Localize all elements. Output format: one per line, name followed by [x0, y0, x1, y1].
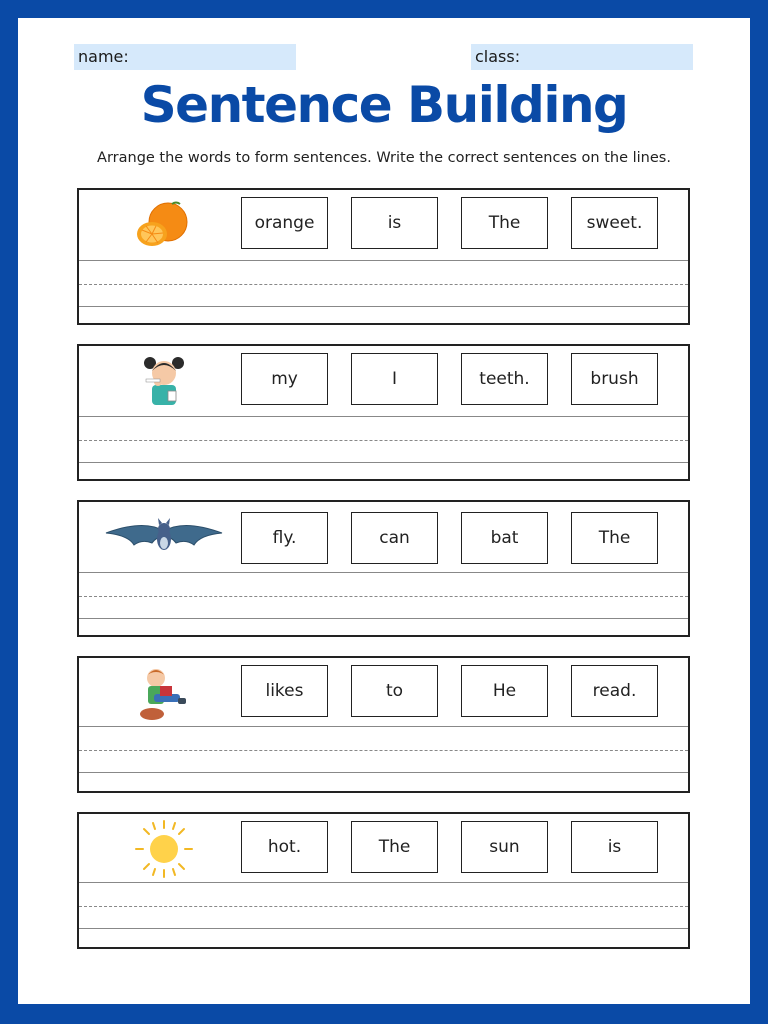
word-card[interactable]: read. [571, 665, 658, 717]
name-label: name: [78, 47, 129, 66]
writing-line-top [79, 726, 688, 727]
word-card[interactable]: He [461, 665, 548, 717]
exercise-card-5 [77, 812, 690, 949]
word-card[interactable]: hot. [241, 821, 328, 873]
word-card[interactable]: The [571, 512, 658, 564]
writing-line-base [79, 306, 688, 307]
sun-icon [99, 820, 229, 878]
boy-reading-icon [99, 664, 229, 722]
writing-line-mid [79, 440, 688, 441]
writing-line-mid [79, 284, 688, 285]
girl-brushing-teeth-icon [99, 352, 229, 410]
word-card[interactable]: is [571, 821, 658, 873]
bat-icon [89, 508, 239, 566]
writing-line-mid [79, 750, 688, 751]
word-card[interactable]: teeth. [461, 353, 548, 405]
word-card[interactable]: can [351, 512, 438, 564]
word-card[interactable]: my [241, 353, 328, 405]
word-card[interactable]: is [351, 197, 438, 249]
word-card[interactable]: bat [461, 512, 548, 564]
word-card[interactable]: likes [241, 665, 328, 717]
writing-line-base [79, 772, 688, 773]
class-field[interactable] [471, 44, 693, 70]
writing-line-mid [79, 906, 688, 907]
exercise-card-1 [77, 188, 690, 325]
word-card[interactable]: brush [571, 353, 658, 405]
writing-line-base [79, 462, 688, 463]
writing-line-top [79, 882, 688, 883]
exercise-card-3 [77, 500, 690, 637]
writing-line-top [79, 416, 688, 417]
writing-line-base [79, 618, 688, 619]
page-title: Sentence Building [140, 76, 628, 134]
word-card[interactable]: orange [241, 197, 328, 249]
word-card[interactable]: fly. [241, 512, 328, 564]
word-card[interactable]: sun [461, 821, 548, 873]
writing-line-base [79, 928, 688, 929]
word-card[interactable]: I [351, 353, 438, 405]
writing-line-top [79, 260, 688, 261]
writing-line-top [79, 572, 688, 573]
exercise-card-4 [77, 656, 690, 793]
word-card[interactable]: The [461, 197, 548, 249]
word-card[interactable]: The [351, 821, 438, 873]
word-card[interactable]: sweet. [571, 197, 658, 249]
instructions: Arrange the words to form sentences. Write the correct sentences on the lines. [97, 150, 671, 166]
orange-icon [99, 196, 229, 254]
name-field[interactable] [74, 44, 296, 70]
word-card[interactable]: to [351, 665, 438, 717]
class-label: class: [475, 47, 521, 66]
exercise-card-2 [77, 344, 690, 481]
writing-line-mid [79, 596, 688, 597]
